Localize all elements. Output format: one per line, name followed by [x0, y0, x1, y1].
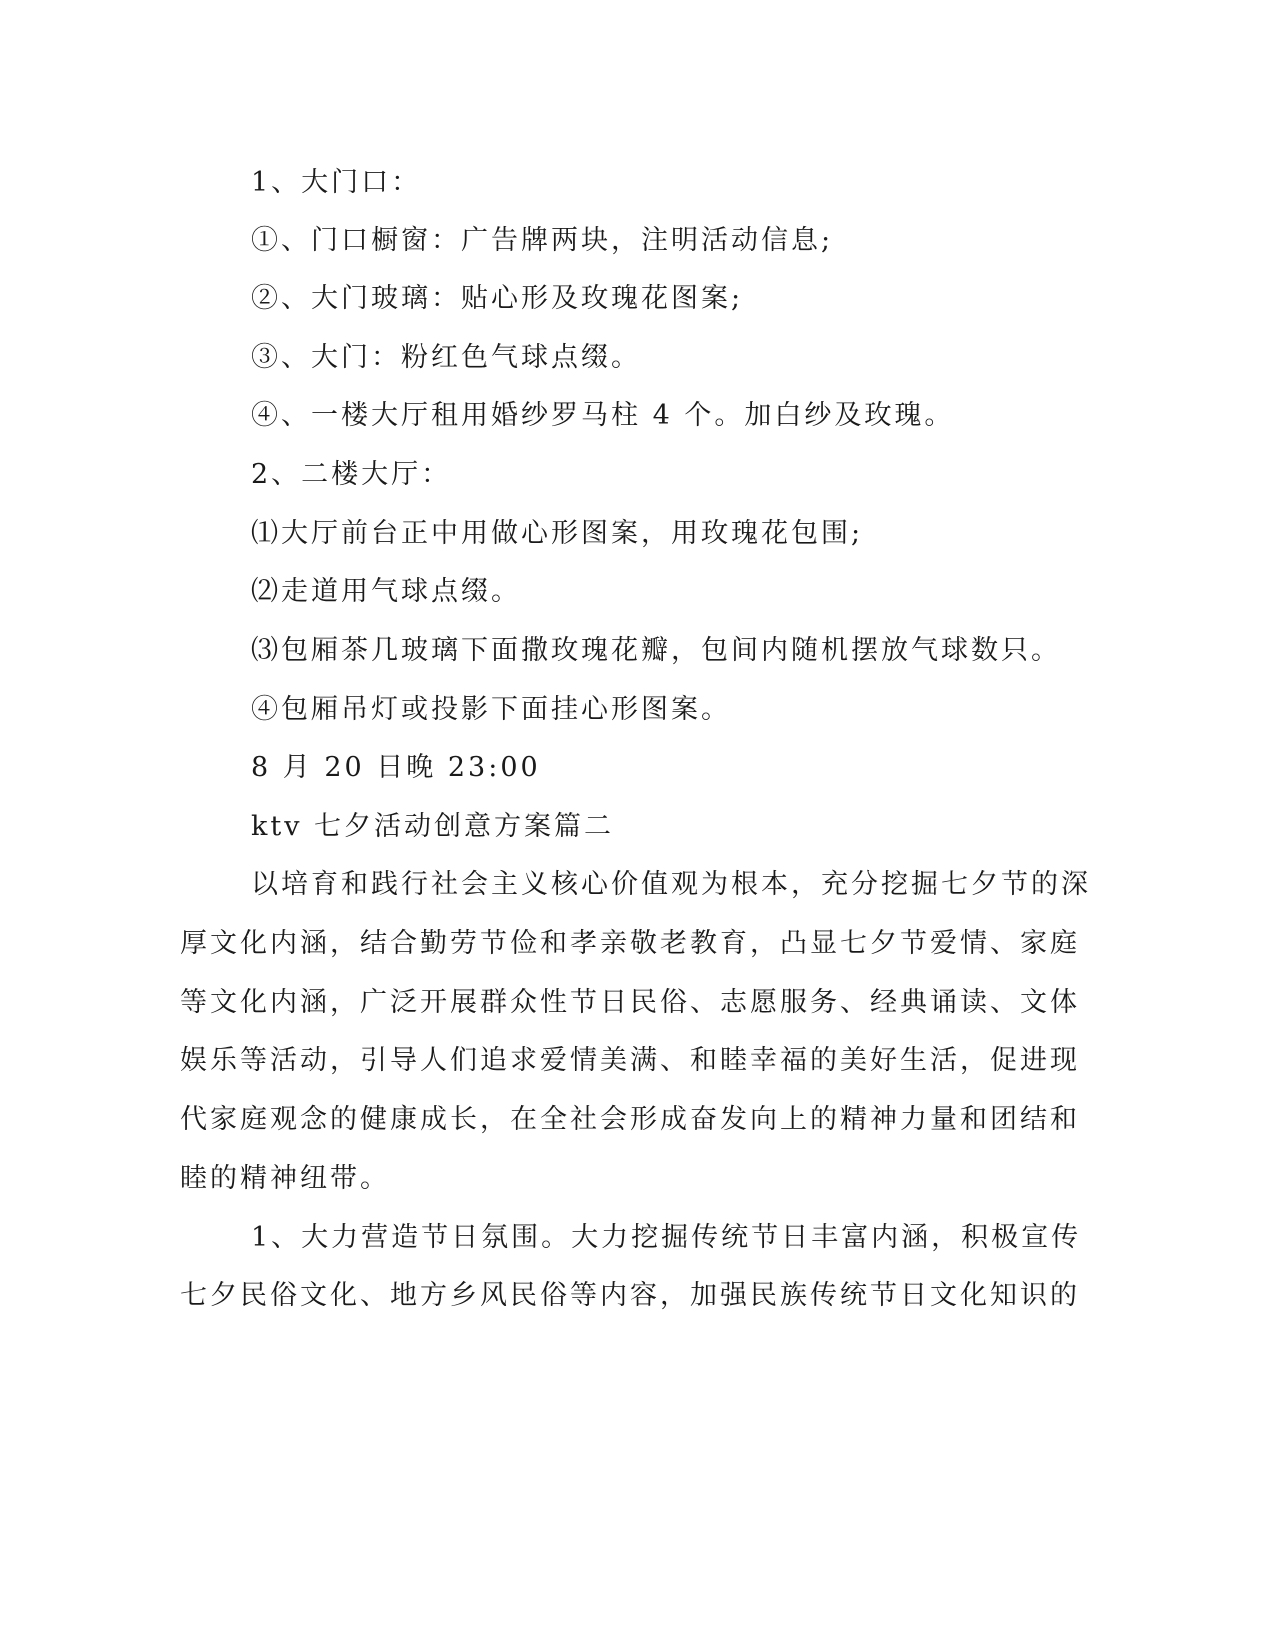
text-line: ②、大门玻璃：贴心形及玫瑰花图案; [251, 283, 744, 314]
text-line: ④包厢吊灯或投影下面挂心形图案。 [251, 694, 731, 725]
text-line: 睦的精神纽带。 [180, 1163, 390, 1194]
text-line: ⑵走道用气球点缀。 [251, 576, 521, 607]
text-line: 娱乐等活动，引导人们追求爱情美满、和睦幸福的美好生活，促进现 [180, 1045, 1080, 1076]
text-line: 1、大力营造节日氛围。大力挖掘传统节日丰富内涵，积极宣传 [251, 1222, 1082, 1253]
text-line: 代家庭观念的健康成长，在全社会形成奋发向上的精神力量和团结和 [180, 1104, 1080, 1135]
section-heading: ktv 七夕活动创意方案篇二 [251, 811, 615, 842]
text-line: 8 月 20 日晚 23:00 [251, 752, 541, 783]
text-line: 2、二楼大厅： [251, 459, 452, 490]
text-line: ③、大门：粉红色气球点缀。 [251, 342, 641, 373]
text-line: 厚文化内涵，结合勤劳节俭和孝亲敬老教育，凸显七夕节爱情、家庭 [180, 928, 1080, 959]
text-line: 七夕民俗文化、地方乡风民俗等内容，加强民族传统节日文化知识的 [180, 1280, 1080, 1311]
text-line: ⑴大厅前台正中用做心形图案，用玫瑰花包围; [251, 518, 864, 549]
text-line: 以培育和践行社会主义核心价值观为根本，充分挖掘七夕节的深 [251, 869, 1091, 900]
text-line: ⑶包厢茶几玻璃下面撒玫瑰花瓣，包间内随机摆放气球数只。 [251, 635, 1061, 666]
text-line: 1、大门口： [251, 167, 422, 198]
text-line: 等文化内涵，广泛开展群众性节日民俗、志愿服务、经典诵读、文体 [180, 987, 1080, 1018]
text-line: ①、门口橱窗：广告牌两块，注明活动信息; [251, 225, 834, 256]
text-line: ④、一楼大厅租用婚纱罗马柱 4 个。加白纱及玫瑰。 [251, 400, 955, 431]
